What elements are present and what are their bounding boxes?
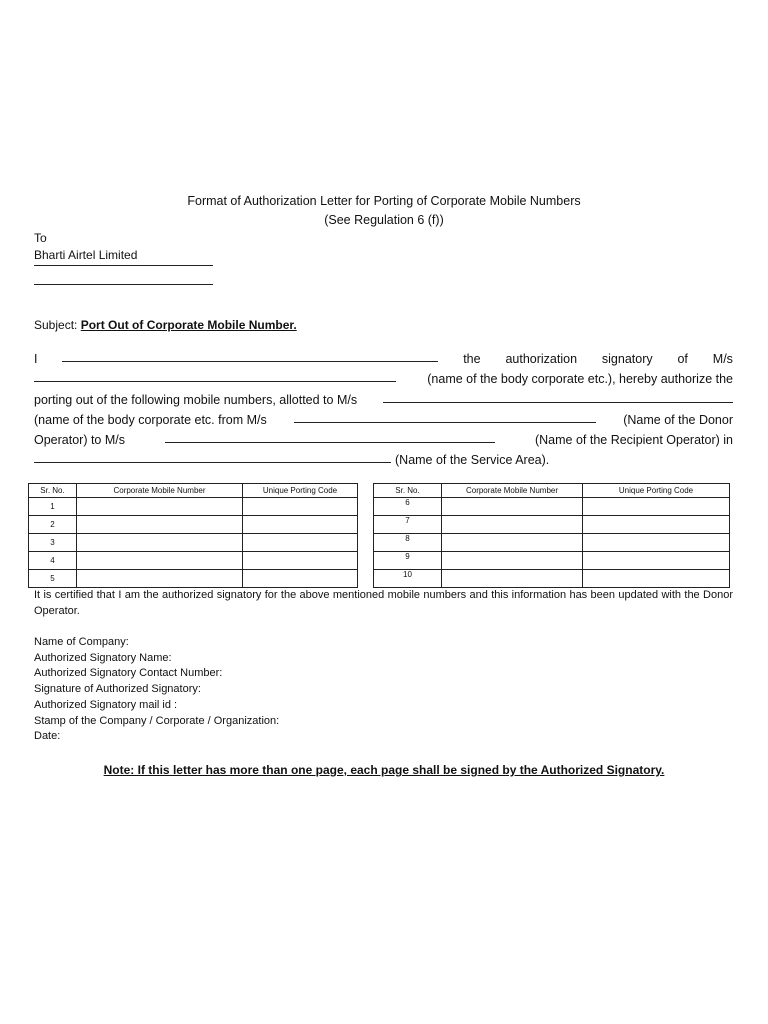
certification-text: It is certified that I am the authorized signatory for the above mentioned mobile numbers and this information has been updated with the Donor Operator. — [34, 589, 733, 617]
sr-no-cell: 6 — [374, 498, 442, 516]
mobile-numbers-table-right — [373, 483, 730, 588]
signatory-name-blank — [62, 349, 438, 362]
porting-code-cell[interactable] — [243, 534, 358, 552]
recipient-operator-blank — [165, 430, 495, 443]
sr-no-cell: 10 — [374, 570, 442, 588]
signatory-details — [34, 635, 279, 745]
sr-no-cell: 2 — [29, 516, 77, 534]
porting-code-cell[interactable] — [583, 552, 730, 570]
para-word-of: of — [677, 352, 688, 366]
service-area-blank — [34, 450, 391, 463]
table-header-row — [374, 484, 730, 498]
mobile-numbers-table-left — [28, 483, 358, 588]
porting-code-cell[interactable] — [243, 516, 358, 534]
field-signature: Signature of Authorized Signatory: — [34, 683, 201, 696]
table-row — [374, 534, 730, 552]
document-subtitle: (See Regulation 6 (f)) — [324, 213, 444, 227]
address-company: Bharti Airtel Limited — [34, 248, 138, 262]
porting-code-cell[interactable] — [243, 570, 358, 588]
address-to: To — [34, 231, 47, 245]
sr-no-cell: 7 — [374, 516, 442, 534]
para-line-4b: (Name of the Donor — [623, 412, 733, 427]
table-row — [374, 552, 730, 570]
para-line-5b: (Name of the Recipient Operator) in — [534, 433, 733, 448]
table-row — [29, 552, 358, 570]
para-word-the: the — [463, 352, 481, 366]
sr-no-cell: 8 — [374, 534, 442, 552]
mobile-number-cell[interactable] — [442, 516, 583, 534]
header-porting-code: Unique Porting Code — [583, 484, 730, 498]
table-row — [374, 570, 730, 588]
mobile-number-cell[interactable] — [442, 534, 583, 552]
porting-code-cell[interactable] — [583, 534, 730, 552]
field-contact-number: Authorized Signatory Contact Number: — [34, 667, 223, 680]
mobile-number-cell[interactable] — [77, 552, 243, 570]
table-header-row — [29, 484, 358, 498]
mobile-number-cell[interactable] — [77, 516, 243, 534]
sr-no-cell: 4 — [29, 552, 77, 570]
signature-note: Note: If this letter has more than one page, each page shall be signed by the Authorized Signatory. — [103, 763, 665, 777]
para-line-6: (Name of the Service Area). — [395, 453, 550, 468]
mobile-number-cell[interactable] — [77, 498, 243, 516]
body-corporate-blank — [34, 369, 396, 382]
address-blank-line-1 — [34, 265, 213, 266]
header-porting-code: Unique Porting Code — [243, 484, 358, 498]
table-row — [374, 516, 730, 534]
subject-label: Subject: — [34, 318, 78, 332]
header-sr-no: Sr. No. — [374, 484, 442, 498]
porting-code-cell[interactable] — [243, 552, 358, 570]
field-company-name: Name of Company: — [34, 636, 129, 648]
para-word-ms: M/s — [712, 352, 733, 366]
mobile-number-cell[interactable] — [77, 534, 243, 552]
header-mobile-number: Corporate Mobile Number — [442, 484, 583, 498]
para-word-authorization: authorization — [505, 352, 578, 366]
porting-code-cell[interactable] — [583, 570, 730, 588]
table-row — [374, 498, 730, 516]
sr-no-cell: 5 — [29, 570, 77, 588]
authorization-paragraph — [34, 349, 733, 471]
para-word-i: I — [34, 352, 38, 366]
field-mail-id: Authorized Signatory mail id : — [34, 698, 178, 711]
subject-text: Port Out of Corporate Mobile Number. — [80, 318, 297, 332]
field-date: Date: — [34, 730, 61, 743]
mobile-number-cell[interactable] — [442, 570, 583, 588]
address-blank-line-2 — [34, 284, 213, 285]
porting-code-cell[interactable] — [583, 498, 730, 516]
allotted-to-blank — [383, 390, 733, 403]
field-signatory-name: Authorized Signatory Name: — [34, 651, 172, 664]
donor-operator-blank — [294, 410, 596, 423]
table-row — [29, 498, 358, 516]
para-line-4a: (name of the body corporate etc. from M/s — [34, 412, 267, 427]
subject-line — [34, 318, 297, 332]
mobile-number-cell[interactable] — [442, 552, 583, 570]
table-row — [29, 534, 358, 552]
porting-code-cell[interactable] — [583, 516, 730, 534]
sr-no-cell: 3 — [29, 534, 77, 552]
mobile-number-cell[interactable] — [442, 498, 583, 516]
porting-code-cell[interactable] — [243, 498, 358, 516]
table-row — [29, 570, 358, 588]
sr-no-cell: 1 — [29, 498, 77, 516]
header-sr-no: Sr. No. — [29, 484, 77, 498]
para-line-2: (name of the body corporate etc.), hereby authorize the — [427, 372, 733, 387]
para-word-signatory: signatory — [601, 352, 653, 366]
field-stamp: Stamp of the Company / Corporate / Organization: — [34, 714, 280, 727]
sr-no-cell: 9 — [374, 552, 442, 570]
table-row — [29, 516, 358, 534]
para-line-3: porting out of the following mobile numbers, allotted to M/s — [34, 392, 358, 407]
header-mobile-number: Corporate Mobile Number — [77, 484, 243, 498]
document-title: Format of Authorization Letter for Porting of Corporate Mobile Numbers — [187, 194, 581, 208]
para-line-5a: Operator) to M/s — [34, 433, 125, 448]
mobile-number-cell[interactable] — [77, 570, 243, 588]
